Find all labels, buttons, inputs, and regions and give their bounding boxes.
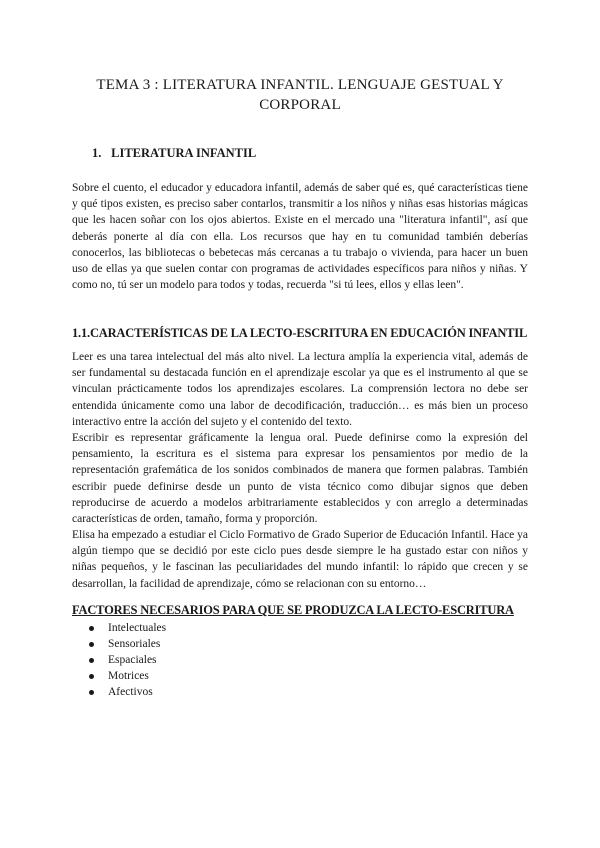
section-1-number: 1. xyxy=(92,146,102,160)
section-1-1-heading: 1.1.CARACTERÍSTICAS DE LA LECTO-ESCRITURA EN EDUCACIÓN INFANTIL xyxy=(72,326,528,340)
bullet-icon xyxy=(89,674,94,679)
reading-paragraph: Leer es una tarea intelectual del más alto nivel. La lectura amplía la experiencia vital, además de ser fundamental su destacada función en el aprendizaje escolar ya que es el instrumento al que se vinculan prácticamente todos los aprendizajes escolares. La comprensión lectora no debe ser entendida únicamente como una labor de decodificación, traducción… es más bien un proceso interactivo entre la acción del sujeto y el contenido del texto. xyxy=(72,351,528,428)
section-1-paragraph: Sobre el cuento, el educador y educadora infantil, además de saber qué es, qué características tiene y qué tipos existen, es preciso saber contarlos, transmitir a los niños y niñas esas historias mágicas que les hacen soñar con los ojos abiertos. Existe en el mercado una "literatura infantil", así que deberás ponerte al día con ella. Los recursos que hay en tu comunidad también deberías conocerlos, las bibliotecas o bebetecas más cercanas a tu trabajo o vivienda, para hacer un buen uso de ellas ya que suelen contar con programas de actividades específicos para niños y niñas. Y como no, tú ser un modelo para todos y todas, recuerda "si tú lees, ellos y ellas leen". xyxy=(72,182,528,292)
bullet-icon xyxy=(89,642,94,647)
factors-list xyxy=(72,620,166,700)
factor-label: Sensoriales xyxy=(108,638,161,650)
bullet-icon xyxy=(89,658,94,663)
factor-label: Intelectuales xyxy=(108,622,167,634)
list-item xyxy=(72,668,166,684)
list-item xyxy=(72,620,166,636)
page-title: TEMA 3 : LITERATURA INFANTIL. LENGUAJE GESTUAL Y CORPORAL xyxy=(96,77,504,113)
list-item xyxy=(72,684,166,700)
list-item xyxy=(72,652,166,668)
writing-paragraph: Escribir es representar gráficamente la lengua oral. Puede definirse como la expresión del pensamiento, la escritura es el sistema para expresar los pensamientos por medio de la representación grafemática de los sonidos combinados de manera que formen palabras. También escribir puede definirse desde un punto de vista técnico como dibujar signos que deben reproducirse de acuerdo a modelos arbitrariamente establecidos y con arreglo a determinadas características de orden, tamaño, forma y proporción. xyxy=(72,432,528,526)
list-item xyxy=(72,636,166,652)
section-1-title: LITERATURA INFANTIL xyxy=(111,146,257,160)
section-1-heading xyxy=(92,146,256,161)
factor-label: Afectivos xyxy=(108,686,153,698)
factor-label: Espaciales xyxy=(108,654,157,666)
factor-label: Motrices xyxy=(108,670,149,682)
bullet-icon xyxy=(89,690,94,695)
elisa-paragraph: Elisa ha empezado a estudiar el Ciclo Formativo de Grado Superior de Educación Infantil. Hace ya algún tiempo que se decidió por este ciclo pues desde siempre le ha gustado estar con niños y niñas pequeños, y le fascinan las peculiaridades del mundo infantil: lo rápido que crecen y se desarrollan, la facilidad de aprendizaje, cómo se relacionan con su entorno… xyxy=(72,529,529,590)
bullet-icon xyxy=(89,626,94,631)
factors-heading: FACTORES NECESARIOS PARA QUE SE PRODUZCA LA LECTO-ESCRITURA xyxy=(72,603,514,617)
